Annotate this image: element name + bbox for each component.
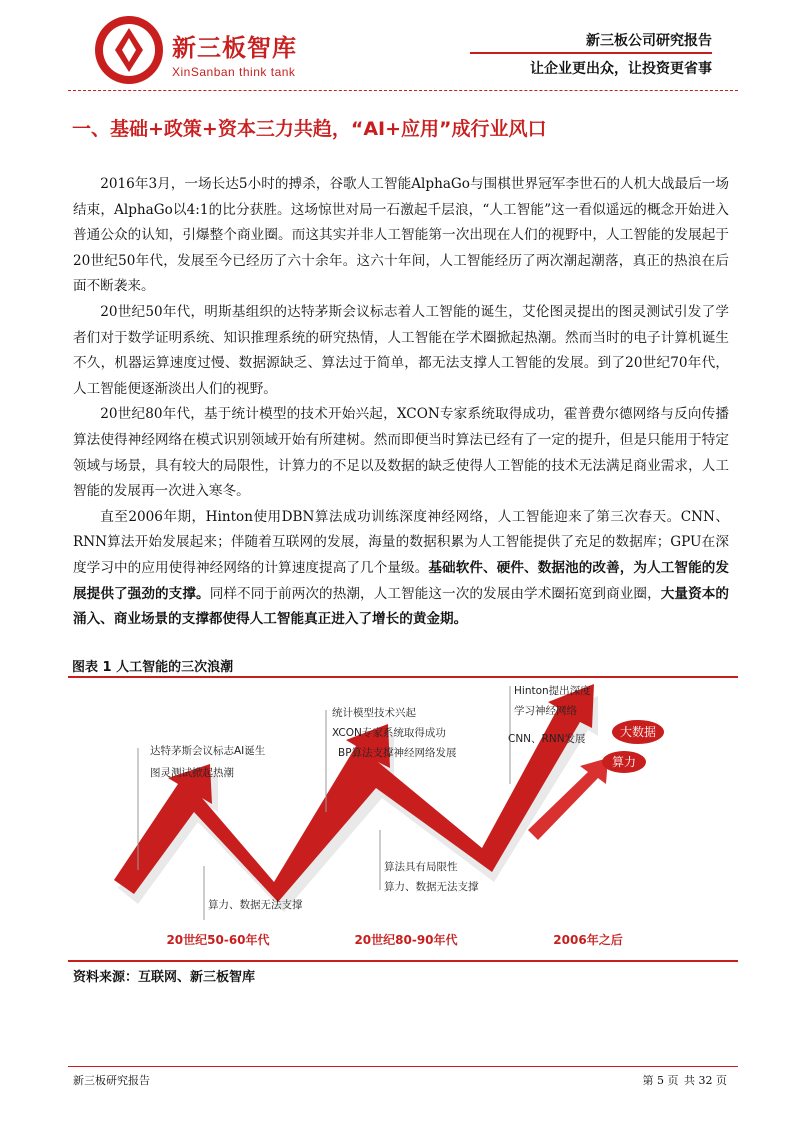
wave2-label-b: XCON专家系统取得成功 <box>332 727 446 739</box>
brand-name-en: XinSanban think tank <box>172 65 296 79</box>
trough1-label: 算力、数据无法支撑 <box>208 899 303 911</box>
figure-title: 图表 1 人工智能的三次浪潮 <box>72 660 234 675</box>
footer-report-name: 新三板研究报告 <box>73 1074 150 1087</box>
bubble-compute-label: 算力 <box>611 755 637 769</box>
paragraph-4 <box>73 505 729 633</box>
wave1-label-b: 图灵测试掀起热潮 <box>150 767 234 779</box>
header-divider <box>68 90 738 91</box>
p4-bold-d: 大量资本的涌入、商业场景的支撑都使得人工智能真正进入了增长的黄金期。 <box>73 585 730 628</box>
slogan: 让企业更出众，让投资更省事 <box>530 61 712 77</box>
figure-bottom-rule <box>68 960 738 962</box>
wave3-label-a: Hinton提出深度 <box>514 685 591 697</box>
paragraph-1: 2016年3月，一场长达5小时的搏杀，谷歌人工智能AlphaGo与围棋世界冠军李世石的人机大战最后一场结束，AlphaGo以4:1的比分获胜。这场惊世对局一石激起千层浪，“人工智能”这一看似遥远的概念开始进入普通公众的认知，引爆整个商业圈。而这其实并非人工智能第一次出现在人们的视野中，人工智能的发展起于20世纪50年代，发展至今已经历了六十余年。这六十年间，人工智能经历了两次潮起潮落，真正的热浪在后面不断袭来。 <box>73 176 729 295</box>
wave1-label-a: 达特茅斯会议标志AI诞生 <box>150 745 266 757</box>
report-type <box>586 30 712 54</box>
trough2-label-a: 算法具有局限性 <box>384 861 458 873</box>
p4-text-c: 同样不同于前两次的热潮，人工智能这一次的发展由学术圈拓宽到商业圈， <box>209 585 661 602</box>
wave3-label-c: CNN、RNN发展 <box>508 733 586 745</box>
trough2-label-b: 算力、数据无法支撑 <box>384 881 479 893</box>
paragraph-3: 20世纪80年代，基于统计模型的技术开始兴起，XCON专家系统取得成功，霍普费尔德网络与反向传播算法使得神经网络在模式识别领域开始有所建树。然而即便当时算法已经有了一定的提升，但是只能用于特定领域与场景，具有较大的局限性，计算力的不足以及数据的缺乏使得人工智能的技术无法满足商业需求，人工智能的发展再一次进入寒冬。 <box>73 406 729 500</box>
brand <box>172 28 297 79</box>
bubble-big-data-label: 大数据 <box>619 725 657 739</box>
p4-bold-b: 基础软件、硬件、数据池的改善，为人工智能的发展提供了强劲的支撑。 <box>73 559 729 602</box>
header-underline <box>470 52 712 54</box>
figure-top-rule <box>68 676 738 678</box>
wave3-label-b: 学习神经网络 <box>514 705 577 717</box>
body-text <box>73 172 729 633</box>
wave2-label-c: BP算法支撑神经网络发展 <box>338 747 457 759</box>
report-type-label: 新三板公司研究报告 <box>586 33 712 49</box>
ai-waves-diagram <box>68 680 738 960</box>
p4-text-a: 直至2006年期，Hinton使用DBN算法成功训练深度神经网络，人工智能迎来了第三次春天。CNN、RNN算法开始发展起来；伴随着互联网的发展，海量的数据积累为人工智能提供了充足的数据库；GPU在深度学习中的应用使得神经网络的计算速度提高了几个量级。 <box>73 508 729 576</box>
paragraph-2: 20世纪50年代，明斯基组织的达特茅斯会议标志着人工智能的诞生，艾伦图灵提出的图灵测试引发了学者们对于数学证明系统、知识推理系统的研究热情，人工智能在学术圈掀起热潮。然而当时的电子计算机诞生不久，机器运算速度过慢、数据源缺乏、算法过于简单，都无法支撑人工智能的发展。到了20世纪70年代，人工智能便逐渐淡出人们的视野。 <box>73 303 729 397</box>
footer-total: 共 32 页 <box>684 1074 727 1087</box>
era-label-1: 20世纪50-60年代 <box>166 933 270 947</box>
section-title: 一、基础+政策+资本三力共趋，“AI+应用”成行业风口 <box>72 118 547 140</box>
figure-source: 资料来源：互联网、新三板智库 <box>73 970 256 985</box>
brand-name-cn: 新三板智库 <box>172 34 297 62</box>
era-label-2: 20世纪80-90年代 <box>354 933 458 947</box>
wave2-label-a: 统计模型技术兴起 <box>332 707 416 719</box>
footer-rule <box>68 1066 738 1067</box>
brand-logo-icon <box>93 14 165 86</box>
era-label-3: 2006年之后 <box>553 933 623 947</box>
footer-pagination <box>641 1072 728 1088</box>
footer-page: 第 5 页 <box>642 1074 679 1087</box>
